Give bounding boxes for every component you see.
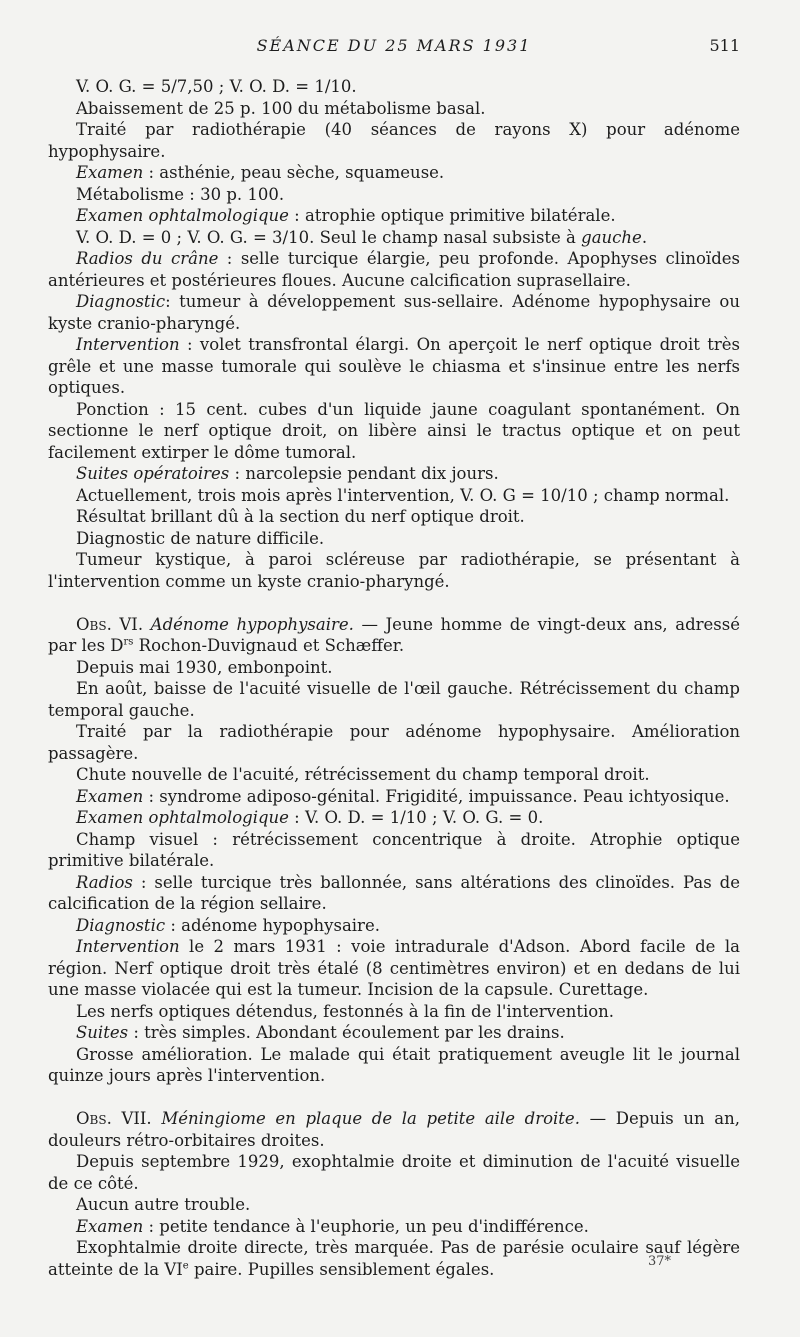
- superscript: rs: [123, 636, 134, 648]
- paragraph: Champ visuel : rétrécissement concentrique à droite. Atrophie optique primitive bilatérale.: [48, 829, 740, 870]
- paragraph-text: paire. Pupilles sensiblement égales.: [188, 1259, 495, 1279]
- paragraph-text: : atrophie optique primitive bilatérale.: [288, 206, 616, 225]
- paragraph: Actuellement, trois mois après l'intervention, V. O. G = 10/10 ; champ normal.: [76, 485, 730, 505]
- paragraph-text: Rochon-Duvignaud et Schæffer.: [133, 636, 405, 655]
- paragraph: Aucun autre trouble.: [76, 1195, 251, 1214]
- paragraph-text: : adénome hypophysaire.: [165, 915, 380, 935]
- paragraph-text: : petite tendance à l'euphorie, un peu d'indifférence.: [143, 1216, 589, 1236]
- observation-label: Obs. VII.: [76, 1109, 152, 1128]
- section-label: Examen: [76, 163, 144, 182]
- paragraph-text: : syndrome adiposo-génital. Frigidité, impuissance. Peau ichtyosique.: [143, 786, 730, 806]
- paragraph: [48, 162, 740, 184]
- signature-mark: 37*: [648, 1254, 672, 1269]
- paragraph-text: : volet transfrontal élargi. On aperçoit le nerf optique droit très grêle et une masse tumorale qui soulève le chiasma et s'insinue entre les nerfs optiques.: [48, 335, 740, 397]
- section-label: Radios: [76, 872, 133, 892]
- section-label: Suites: [76, 1023, 129, 1042]
- running-title: SÉANCE DU 25 MARS 1931: [256, 36, 532, 55]
- paragraph: Abaissement de 25 p. 100 du métabolisme basal.: [76, 98, 486, 118]
- paragraph: [48, 248, 740, 291]
- paragraph: [48, 807, 740, 829]
- observation-heading: [48, 614, 740, 657]
- paragraph: [48, 786, 740, 808]
- section-label: Intervention: [76, 937, 180, 956]
- section-label: Examen ophtalmologique: [76, 808, 289, 827]
- paragraph: V. O. G. = 5/7,50 ; V. O. D. = 1/10.: [76, 77, 357, 96]
- paragraph: Traité par la radiothérapie pour adénome hypophysaire. Amélioration passagère.: [48, 722, 740, 763]
- paragraph-text: : V. O. D. = 1/10 ; V. O. G. = 0.: [288, 808, 544, 827]
- paragraph: [48, 291, 740, 334]
- paragraph: [48, 936, 740, 1001]
- section-spacer: [48, 592, 740, 614]
- paragraph: Grosse amélioration. Le malade qui était pratiquement aveugle lit le journal quinze jours après l'intervention.: [48, 1044, 740, 1085]
- observation-title: Méningiome en plaque de la petite aile droite.: [161, 1109, 580, 1128]
- paragraph: Ponction : 15 cent. cubes d'un liquide jaune coagulant spontanément. On sectionne le nerf optique droit, on libère ainsi le tractus optique et on peut facilement extirper le dôme tumoral.: [48, 399, 740, 462]
- paragraph: [48, 334, 740, 399]
- page-number: 511: [709, 36, 740, 55]
- paragraph: [48, 872, 740, 915]
- italic-word: gauche: [581, 227, 642, 247]
- paragraph-text: Exophtalmie droite directe, très marquée. Pas de parésie oculaire sauf légère atteinte de la VI: [48, 1238, 740, 1279]
- section-label: Diagnostic: [76, 915, 166, 935]
- paragraph-text: — Jeune homme de vingt-deux ans, adressé par les D: [48, 614, 740, 655]
- paragraph-text: : très simples. Abondant écoulement par les drains.: [128, 1023, 565, 1042]
- paragraph-text: : selle turcique élargie, peu profonde. Apophyses clinoïdes antérieures et postérieures floues. Aucune calcification suprasellaire.: [48, 249, 740, 290]
- paragraph: Chute nouvelle de l'acuité, rétrécissement du champ temporal droit.: [76, 765, 650, 784]
- section-label: Suites opératoires: [76, 464, 230, 483]
- paragraph: [48, 227, 740, 249]
- paragraph-text: .: [641, 227, 648, 247]
- paragraph-text: V. O. D. = 0 ; V. O. G. = 3/10. Seul le champ nasal subsiste à: [76, 227, 582, 247]
- paragraph-text: le 2 mars 1931 : voie intradurale d'Adson. Abord facile de la région. Nerf optique droit très étalé (8 centimètres environ) et en dedans de lui une masse violacée qui est la tumeur. Incision de la capsule. Curettage.: [48, 937, 740, 999]
- running-head: [48, 36, 740, 60]
- paragraph: [48, 463, 740, 485]
- paragraph-text: : asthénie, peau sèche, squameuse.: [143, 163, 445, 182]
- paragraph: Traité par radiothérapie (40 séances de rayons X) pour adénome hypophysaire.: [48, 120, 740, 161]
- body-text: [48, 76, 740, 1280]
- paragraph: Depuis septembre 1929, exophtalmie droite et diminution de l'acuité visuelle de ce côté.: [48, 1152, 740, 1193]
- section-label: Diagnostic: [76, 292, 166, 311]
- section-label: Examen ophtalmologique: [76, 206, 289, 225]
- paragraph: Résultat brillant dû à la section du nerf optique droit.: [76, 507, 525, 526]
- paragraph: En août, baisse de l'acuité visuelle de l'œil gauche. Rétrécissement du champ temporal gauche.: [48, 679, 740, 720]
- paragraph: Les nerfs optiques détendus, festonnés à la fin de l'intervention.: [76, 1001, 615, 1021]
- section-label: Intervention: [76, 335, 180, 354]
- paragraph-text: : tumeur à développement sus-sellaire. Adénome hypophysaire ou kyste cranio-pharyngé.: [48, 292, 740, 333]
- paragraph-text: — Depuis un an, douleurs rétro-orbitaires droites.: [48, 1109, 741, 1150]
- observation-title: Adénome hypophysaire.: [150, 614, 354, 634]
- paragraph: [48, 1216, 740, 1238]
- section-label: Examen: [76, 1216, 144, 1236]
- observation-heading: [48, 1108, 740, 1151]
- section-label: Examen: [76, 786, 144, 806]
- paragraph-text: : narcolepsie pendant dix jours.: [229, 464, 499, 483]
- section-spacer: [48, 1087, 740, 1109]
- observation-label: Obs. VI.: [76, 614, 144, 634]
- paragraph: [48, 1237, 740, 1280]
- paragraph: Métabolisme : 30 p. 100.: [76, 184, 285, 204]
- section-label: Radios du crâne: [76, 249, 219, 268]
- superscript: e: [182, 1260, 189, 1271]
- paragraph-text: : selle turcique très ballonnée, sans altérations des clinoïdes. Pas de calcification de la région sellaire.: [48, 872, 740, 913]
- paragraph: Diagnostic de nature difficile.: [76, 528, 325, 548]
- paragraph: [48, 1022, 740, 1044]
- paragraph: Depuis mai 1930, embonpoint.: [76, 657, 333, 677]
- paragraph: [48, 205, 740, 227]
- paragraph: [48, 915, 740, 937]
- paragraph: Tumeur kystique, à paroi scléreuse par radiothérapie, se présentant à l'intervention comme un kyste cranio-pharyngé.: [48, 550, 740, 591]
